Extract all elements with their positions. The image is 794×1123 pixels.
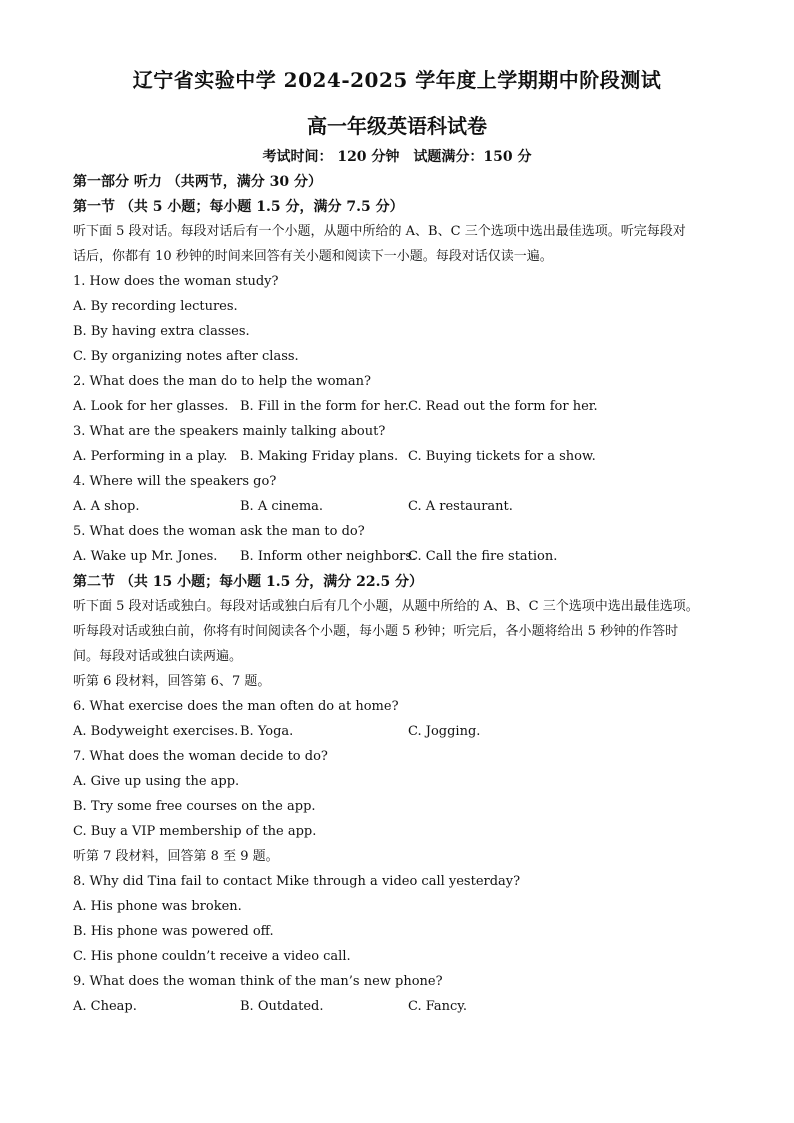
question-option: A. A shop. [73, 499, 140, 514]
question-option: C. A restaurant. [408, 499, 513, 514]
section2-heading: 第二节 （共 15 小题；每小题 1.5 分，满分 22.5 分） [73, 574, 424, 590]
question-stem: 1. How does the woman study? [73, 274, 279, 289]
question-option: A. Give up using the app. [73, 774, 240, 789]
question-option: C. By organizing notes after class. [73, 349, 299, 364]
question-option: B. Making Friday plans. [240, 449, 399, 464]
material-note: 听第 6 段材料，回答第 6、7 题。 [73, 674, 271, 689]
question-option: B. Yoga. [240, 724, 294, 739]
question-option: C. His phone couldn’t receive a video call. [73, 949, 351, 964]
question-stem: 8. Why did Tina fail to contact Mike through a video call yesterday? [73, 874, 521, 889]
question-option: C. Call the fire station. [408, 549, 558, 564]
question-option: B. Outdated. [240, 999, 324, 1014]
question-option: A. Look for her glasses. [73, 399, 229, 414]
question-option: C. Jogging. [408, 724, 481, 739]
question-option: C. Read out the form for her. [408, 399, 598, 414]
section2-instruction-line: 听下面 5 段对话或独白。每段对话或独白后有几个小题，从题中所给的 A、B、C 三个选项中选出最佳选项。 [73, 599, 699, 614]
question-option: A. Performing in a play. [73, 449, 228, 464]
section2-instruction-line: 听每段对话或独白前，你将有时间阅读各个小题，每小题 5 秒钟；听完后，各小题将给出 5 秒钟的作答时 [73, 624, 679, 639]
section1-instruction-line: 听下面 5 段对话。每段对话后有一个小题，从题中所给的 A、B、C 三个选项中选出最佳选项。听完每段对 [73, 224, 686, 239]
material-note: 听第 7 段材料，回答第 8 至 9 题。 [73, 849, 279, 864]
section2-instruction-line: 间。每段对话或独白读两遍。 [73, 649, 243, 664]
section1-instruction-line: 话后，你都有 10 秒钟的时间来回答有关小题和阅读下一小题。每段对话仅读一遍。 [73, 249, 553, 264]
question-stem: 2. What does the man do to help the woman? [73, 374, 371, 389]
question-stem: 4. Where will the speakers go? [73, 474, 277, 489]
question-stem: 5. What does the woman ask the man to do? [73, 524, 365, 539]
question-option: A. Cheap. [73, 999, 137, 1014]
question-option: B. Fill in the form for her. [240, 399, 409, 414]
question-stem: 7. What does the woman decide to do? [73, 749, 328, 764]
question-option: B. Inform other neighbors. [240, 549, 417, 564]
question-option: A. By recording lectures. [73, 299, 238, 314]
question-stem: 9. What does the woman think of the man’s new phone? [73, 974, 443, 989]
question-option: C. Fancy. [408, 999, 468, 1014]
question-option: B. By having extra classes. [73, 324, 250, 339]
question-option: A. Wake up Mr. Jones. [73, 549, 218, 564]
exam-title: 辽宁省实验中学 2024-2025 学年度上学期期中阶段测试 [132, 68, 662, 92]
question-stem: 6. What exercise does the man often do at home? [73, 699, 399, 714]
question-option: B. A cinema. [240, 499, 324, 514]
section1-heading: 第一节 （共 5 小题；每小题 1.5 分，满分 7.5 分） [73, 199, 404, 215]
exam-subtitle: 高一年级英语科试卷 [307, 114, 487, 138]
question-option: A. His phone was broken. [73, 899, 242, 914]
question-option: C. Buy a VIP membership of the app. [73, 824, 317, 839]
exam-info: 考试时间： 120 分钟 试题满分：150 分 [262, 149, 532, 165]
question-stem: 3. What are the speakers mainly talking about? [73, 424, 386, 439]
question-option: B. Try some free courses on the app. [73, 799, 316, 814]
question-option: A. Bodyweight exercises. [73, 724, 239, 739]
part1-heading: 第一部分 听力 （共两节，满分 30 分） [73, 174, 322, 190]
question-option: B. His phone was powered off. [73, 924, 274, 939]
question-option: C. Buying tickets for a show. [408, 449, 596, 464]
